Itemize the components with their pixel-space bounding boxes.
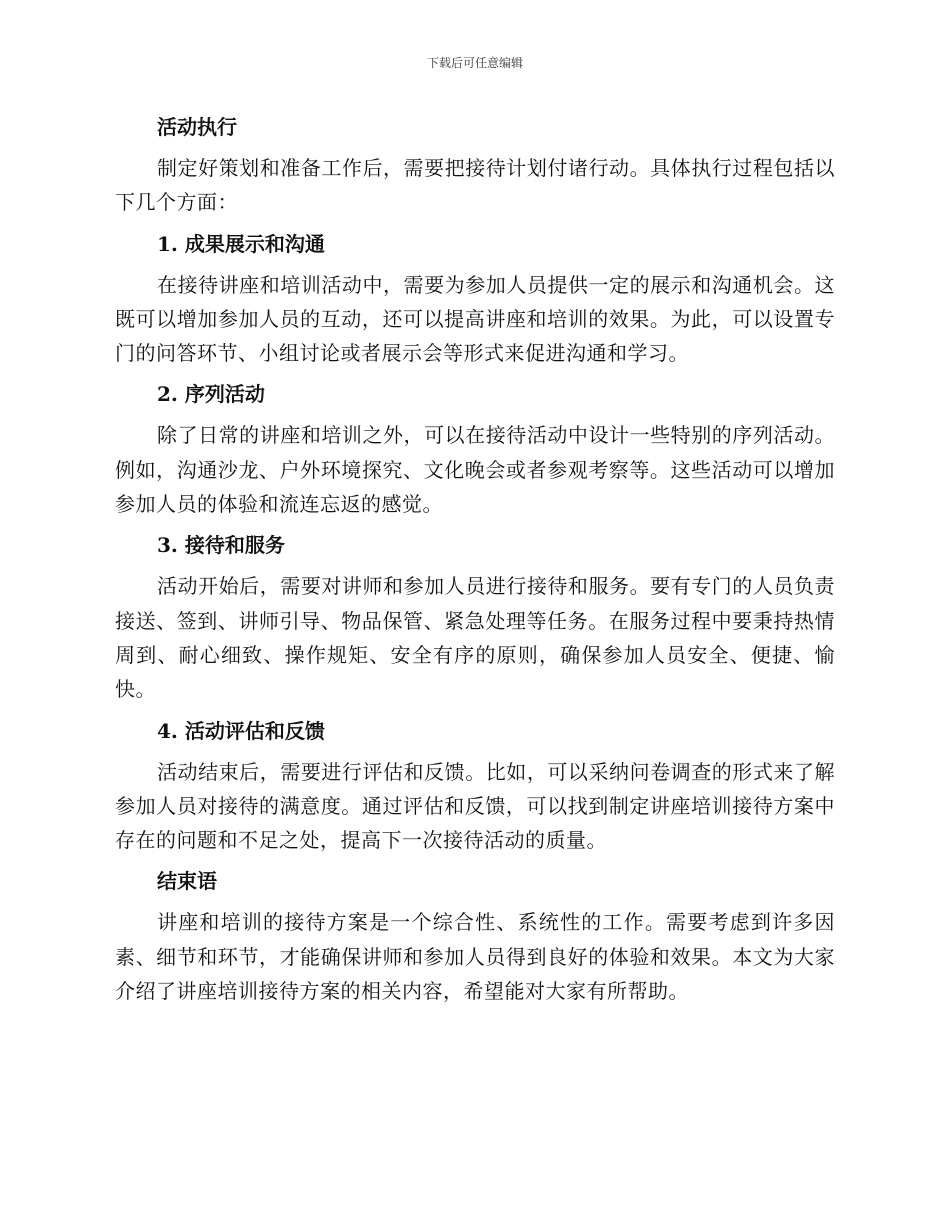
document-body	[115, 110, 835, 1015]
section-heading-showcase-communication: 1. 成果展示和沟通	[157, 231, 325, 256]
section-heading-conclusion: 结束语	[157, 869, 217, 894]
section-paragraph-reception-service: 活动开始后，需要对讲师和参加人员进行接待和服务。要有专门的人员负责接送、签到、讲师引导、物品保管、紧急处理等任务。在服务过程中要秉持热情周到、耐心细致、操作规矩、安全有序的原则，确保参加人员安全、便捷、愉快。	[115, 574, 835, 702]
section-paragraph-conclusion: 讲座和培训的接待方案是一个综合性、系统性的工作。需要考虑到许多因素、细节和环节，才能确保讲师和参加人员得到良好的体验和效果。本文为大家介绍了讲座培训接待方案的相关内容，希望能对大家有所帮助。	[115, 910, 835, 1004]
page-header: 下载后可任意编辑	[426, 56, 523, 70]
section-paragraph-activity-execution: 制定好策划和准备工作后，需要把接待计划付诸行动。具体执行过程包括以下几个方面：	[115, 156, 835, 215]
section-paragraph-series-activities: 除了日常的讲座和培训之外，可以在接待活动中设计一些特别的序列活动。例如，沟通沙龙、户外环境探究、文化晚会或者参观考察等。这些活动可以增加参加人员的体验和流连忘返的感觉。	[115, 423, 835, 517]
section-heading-evaluation-feedback: 4. 活动评估和反馈	[157, 718, 325, 743]
section-heading-reception-service: 3. 接待和服务	[157, 533, 285, 558]
section-paragraph-showcase-communication: 在接待讲座和培训活动中，需要为参加人员提供一定的展示和沟通机会。这既可以增加参加人员的互动，还可以提高讲座和培训的效果。为此，可以设置专门的问答环节、小组讨论或者展示会等形式来促进沟通和学习。	[115, 272, 835, 366]
section-heading-activity-execution: 活动执行	[157, 115, 237, 139]
section-paragraph-evaluation-feedback: 活动结束后，需要进行评估和反馈。比如，可以采纳问卷调查的形式来了解参加人员对接待的满意度。通过评估和反馈，可以找到制定讲座培训接待方案中存在的问题和不足之处，提高下一次接待活动的质量。	[115, 759, 835, 853]
section-heading-series-activities: 2. 序列活动	[157, 382, 265, 407]
